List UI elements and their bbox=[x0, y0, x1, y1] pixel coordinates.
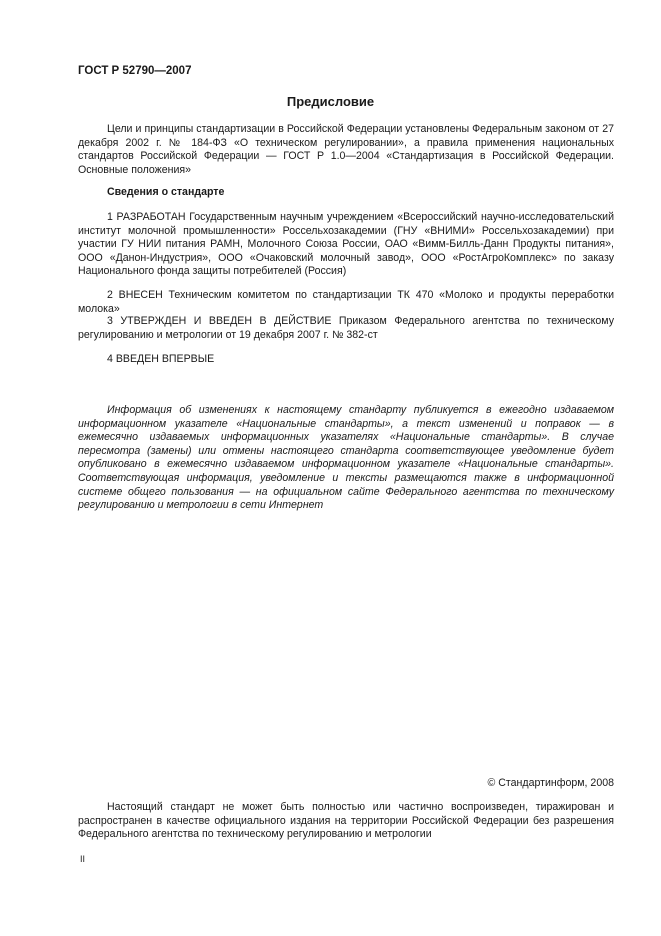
section-heading: Сведения о стандарте bbox=[107, 186, 225, 198]
info-item-3: 3 УТВЕРЖДЕН И ВВЕДЕН В ДЕЙСТВИЕ Приказом Федерального агентства по техническому регулированию и метрологии от 19 декабря 2007 г. № 382-ст bbox=[78, 315, 614, 341]
reproduction-notice: Настоящий стандарт не может быть полностью или частично воспроизведен, тиражирован и распространен в качестве официального издания на территории Российской Федерации без разрешения Федерального агентства по техническому регулированию и метрологии bbox=[78, 801, 614, 841]
document-code: ГОСТ Р 52790—2007 bbox=[78, 65, 192, 77]
intro-paragraph: Цели и принципы стандартизации в Российской Федерации установлены Федеральным законом от 27 декабря 2002 г. № 184-ФЗ «О техническом регулировании», а правила применения национальных стандартов Российской Федерации — ГОСТ Р 1.0—2004 «Стандартизация в Российской Федерации. Основные положения» bbox=[78, 123, 614, 176]
info-item-4: 4 ВВЕДЕН ВПЕРВЫЕ bbox=[107, 353, 215, 365]
change-information: Информация об изменениях к настоящему стандарту публикуется в ежегодно издаваемом информационном указателе «Национальные стандарты», а текст изменений и поправок — в ежемесячно издаваемых информационных указателях «Национальные стандарты». В случае пересмотра (замены) или отмены настоящего стандарта соответствующее уведомление будет опубликовано в ежемесячно издаваемом информационном указателе «Национальные стандарты». Соответствующая информация, уведомление и тексты размещаются также в информационной системе общего пользования — на официальном сайте Федерального агентства по техническому регулированию и метрологии в сети Интернет bbox=[78, 404, 614, 512]
info-item-1: 1 РАЗРАБОТАН Государственным научным учреждением «Всероссийский научно-исследовательский институт молочной промышленности» Россельхозакадемии (ГНУ «ВНИМИ» Россельхозакадемии) при участии ГУ НИИ питания РАМН, Молочного Союза России, ОАО «Вимм-Билль-Данн Продукты питания», ООО «Данон-Индустрия», ООО «Очаковский молочный завод», ООО «РостАгроКомплекс» по заказу Национального фонда защиты потребителей (Россия) bbox=[78, 211, 614, 278]
page-title: Предисловие bbox=[286, 94, 375, 109]
info-item-2: 2 ВНЕСЕН Техническим комитетом по стандартизации ТК 470 «Молоко и продукты переработки молока» bbox=[78, 289, 614, 315]
copyright-notice: © Стандартинформ, 2008 bbox=[487, 777, 614, 789]
page-number: II bbox=[80, 854, 86, 864]
